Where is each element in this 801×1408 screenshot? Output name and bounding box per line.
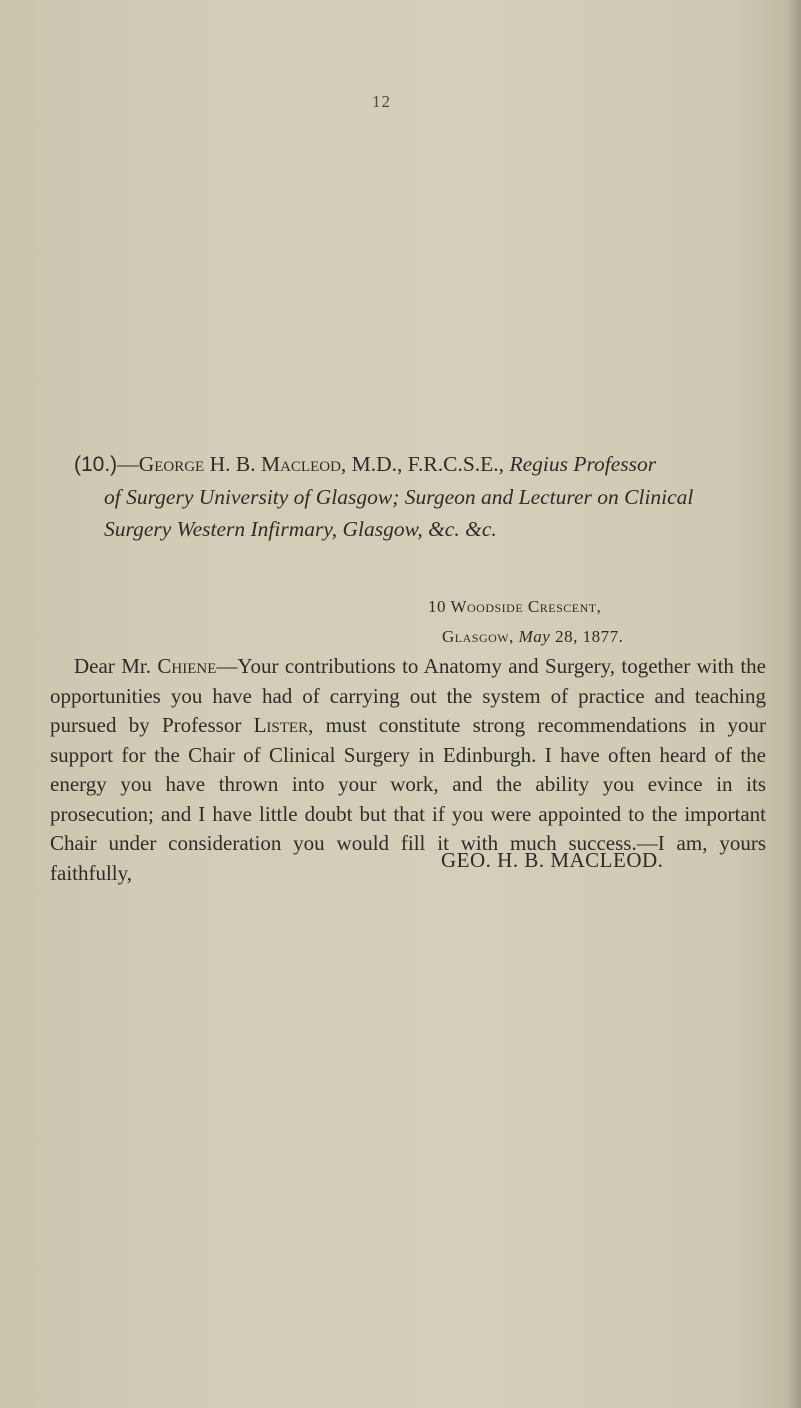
testimonial-heading — [74, 448, 774, 545]
address-street: 10 Woodside Crescent, — [428, 597, 602, 616]
date-month: May — [518, 627, 551, 646]
heading-dash: — — [117, 452, 139, 476]
professor-name: Lister — [253, 713, 309, 737]
date-rest: 28, 1877. — [550, 627, 624, 646]
page-edge-shadow — [787, 0, 801, 1408]
letter-address — [428, 592, 778, 652]
signature: GEO. H. B. MACLEOD. — [441, 848, 664, 872]
author-title-part-2: of Surgery University of Glasgow; Surgeon and Lecturer on Clinical — [104, 485, 694, 509]
author-title-part-1: Regius Professor — [509, 452, 657, 476]
address-city: Glasgow, — [442, 627, 519, 646]
body-text-part-1: —Your contributions to Anatomy and Surgery, together with the opportunities you have had of carrying out the system of practice and teaching pursued by Professor — [50, 654, 766, 737]
author-name: George H. B. Macleod — [138, 452, 341, 476]
author-degrees: , M.D., F.R.C.S.E., — [340, 452, 510, 476]
testimonial-number: (10.) — [74, 453, 118, 476]
recipient-name: Chiene — [157, 654, 217, 678]
page-number: 12 — [372, 92, 391, 111]
author-title-part-3: Surgery Western Infirmary, Glasgow, &c. &c. — [104, 517, 497, 541]
address-city-date — [428, 622, 778, 652]
body-text-part-2: , must constitute strong recommendations in your support for the Chair of Clinical Surgery in Edinburgh. I have often heard of the energy you have thrown into your work, and the ability you evince in its prosecution; and I have little doubt but that if you were appointed to the important Chair under consideration you would fill it with much success.—I am, yours faithfully, — [50, 713, 767, 885]
salutation-prefix: Dear Mr. — [74, 654, 158, 678]
